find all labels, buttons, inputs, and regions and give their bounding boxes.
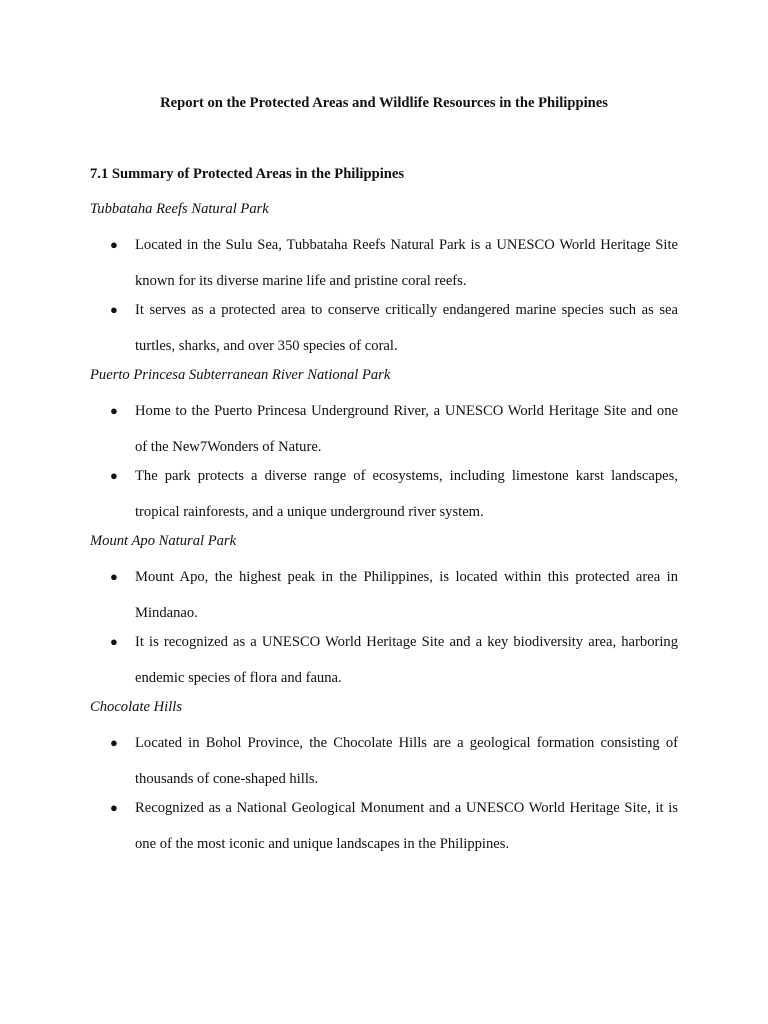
list-item: [90, 227, 678, 299]
list-item-text: It is recognized as a UNESCO World Heritage Site and a key biodiversity area, harboring endemic species of flora and fauna.: [135, 634, 678, 686]
list-item-text: Located in the Sulu Sea, Tubbataha Reefs Natural Park is a UNESCO World Heritage Site known for its diverse marine life and pristine coral reefs.: [135, 237, 678, 289]
park-puerto-princesa: [90, 364, 678, 530]
bullet-icon: ●: [110, 302, 118, 317]
park-name: Puerto Princesa Subterranean River National Park: [90, 367, 391, 383]
park-name: Mount Apo Natural Park: [90, 533, 237, 549]
park-mount-apo: [90, 530, 678, 696]
document-content: [90, 163, 678, 862]
list-item: [90, 725, 678, 797]
bullet-list: [90, 227, 678, 364]
list-item: [90, 458, 678, 530]
document-title: Report on the Protected Areas and Wildlife Resources in the Philippines: [160, 95, 608, 111]
bullet-icon: ●: [110, 468, 118, 483]
park-name: Chocolate Hills: [90, 699, 183, 715]
bullet-list: [90, 559, 678, 696]
list-item: [90, 559, 678, 631]
list-item: [90, 790, 678, 862]
list-item-text: Mount Apo, the highest peak in the Philippines, is located within this protected area in Mindanao.: [135, 569, 678, 621]
bullet-icon: ●: [110, 800, 118, 815]
list-item: [90, 393, 678, 465]
list-item-text: Recognized as a National Geological Monument and a UNESCO World Heritage Site, it is one of the most iconic and unique landscapes in the Philippines.: [135, 800, 678, 852]
list-item: [90, 292, 678, 364]
list-item-text: It serves as a protected area to conserve critically endangered marine species such as sea turtles, sharks, and over 350 species of coral.: [135, 302, 678, 354]
bullet-icon: ●: [110, 634, 118, 649]
bullet-list: [90, 725, 678, 862]
list-item-text: Home to the Puerto Princesa Underground River, a UNESCO World Heritage Site and one of the New7Wonders of Nature.: [135, 403, 678, 455]
section-heading: 7.1 Summary of Protected Areas in the Philippines: [90, 166, 405, 182]
bullet-icon: ●: [110, 569, 118, 584]
park-name: Tubbataha Reefs Natural Park: [90, 201, 269, 217]
list-item: [90, 624, 678, 696]
bullet-icon: ●: [110, 403, 118, 418]
bullet-list: [90, 393, 678, 530]
list-item-text: The park protects a diverse range of ecosystems, including limestone karst landscapes, tropical rainforests, and a unique underground river system.: [135, 468, 678, 520]
bullet-icon: ●: [110, 735, 118, 750]
list-item-text: Located in Bohol Province, the Chocolate Hills are a geological formation consisting of thousands of cone-shaped hills.: [135, 735, 678, 787]
park-tubbataha: [90, 198, 678, 364]
bullet-icon: ●: [110, 237, 118, 252]
park-chocolate-hills: [90, 696, 678, 862]
